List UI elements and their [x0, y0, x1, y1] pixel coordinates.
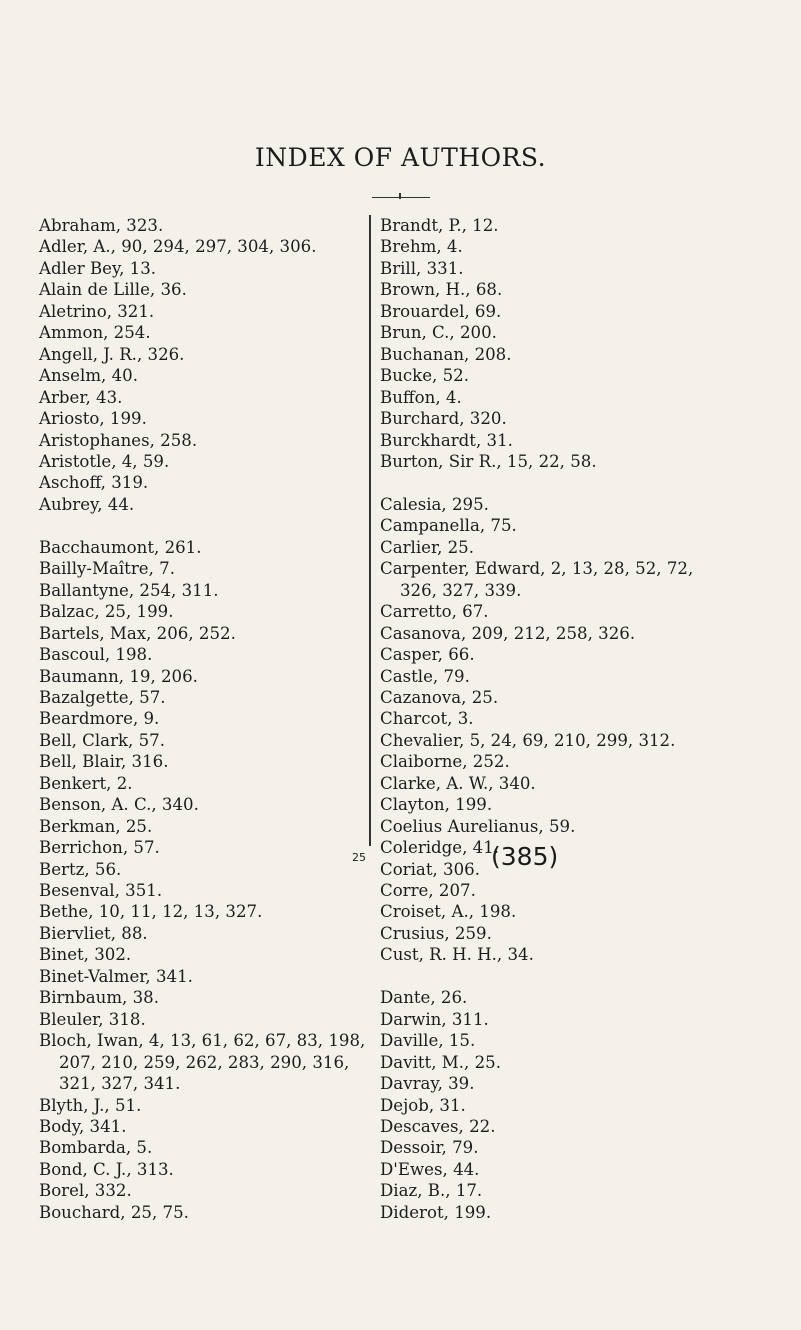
index-entry: Carlier, 25. — [380, 537, 475, 557]
index-entry: Descaves, 22. — [380, 1117, 496, 1136]
index-entry: Brehm, 4. — [380, 237, 463, 257]
index-entry: Bouchard, 25, 75. — [39, 1202, 189, 1222]
index-entry: Bazalgette, 57. — [39, 687, 166, 707]
index-entry: Claiborne, 252. — [380, 752, 510, 772]
index-entry: Bombarda, 5. — [39, 1138, 153, 1158]
index-entry: Binet-Valmer, 341. — [39, 966, 193, 986]
index-entry: Chevalier, 5, 24, 69, 210, 299, 312. — [380, 730, 676, 750]
index-entry: Balzac, 25, 199. — [39, 602, 174, 622]
index-entry: Aristophanes, 258. — [39, 430, 198, 450]
index-entry: Ariosto, 199. — [39, 409, 147, 429]
index-entry: Adler, A., 90, 294, 297, 304, 306. — [39, 237, 317, 257]
index-entry: Clayton, 199. — [380, 795, 493, 815]
index-entry: Corre, 207. — [380, 881, 476, 901]
index-entry: Anselm, 40. — [39, 366, 138, 386]
index-entry: Clarke, A. W., 340. — [380, 773, 536, 793]
index-entry: Berkman, 25. — [39, 816, 153, 836]
index-entry: Carretto, 67. — [380, 602, 489, 622]
index-entry: Dejob, 31. — [380, 1095, 466, 1115]
index-entry: Brouardel, 69. — [380, 301, 502, 321]
index-entry: Ammon, 254. — [39, 323, 151, 343]
index-column-right — [380, 215, 792, 1223]
index-entry: Daville, 15. — [380, 1031, 476, 1051]
index-entry-continuation: 207, 210, 259, 262, 283, 290, 316, — [59, 1052, 350, 1072]
index-entry-continuation: 321, 327, 341. — [59, 1074, 181, 1094]
index-entry: Coelius Aurelianus, 59. — [380, 816, 576, 836]
index-entry: Beardmore, 9. — [39, 709, 160, 729]
index-entry: Diaz, B., 17. — [380, 1181, 483, 1201]
index-entry: Cazanova, 25. — [380, 687, 499, 707]
index-entry: Alain de Lille, 36. — [39, 280, 187, 300]
index-entry: Croiset, A., 198. — [380, 902, 517, 922]
index-entry: Burchard, 320. — [380, 409, 507, 429]
index-entry: Bucke, 52. — [380, 366, 469, 386]
index-entry: Coriat, 306. — [380, 859, 480, 879]
page-title: INDEX OF AUTHORS. — [254, 143, 547, 172]
index-entry: Buffon, 4. — [380, 387, 462, 407]
index-entry: Baumann, 19, 206. — [39, 666, 198, 686]
index-entry: Bleuler, 318. — [39, 1009, 146, 1029]
index-entry: Borel, 332. — [39, 1181, 132, 1201]
index-entry: Body, 341. — [39, 1117, 127, 1137]
index-entry: Adler Bey, 13. — [39, 258, 157, 278]
column-divider — [369, 215, 371, 846]
index-entry: Benson, A. C., 340. — [39, 795, 199, 815]
index-entry: Darwin, 311. — [380, 1009, 489, 1029]
index-entry: Coleridge, 41. — [380, 838, 500, 858]
index-entry: Burton, Sir R., 15, 22, 58. — [380, 451, 597, 471]
index-entry: Aristotle, 4, 59. — [39, 451, 170, 471]
index-entry: Crusius, 259. — [380, 923, 492, 943]
index-entry: Davitt, M., 25. — [380, 1052, 501, 1072]
index-entry: Bell, Blair, 316. — [39, 752, 169, 772]
index-entry: Brun, C., 200. — [380, 323, 497, 343]
index-entry: Brandt, P., 12. — [380, 216, 499, 235]
signature-mark: 25 — [352, 851, 366, 864]
index-entry: Bailly-Maître, 7. — [39, 559, 175, 579]
index-entry: Aubrey, 44. — [39, 494, 135, 514]
title-rule — [372, 197, 430, 198]
index-entry: Buchanan, 208. — [380, 344, 512, 364]
index-entry: Bartels, Max, 206, 252. — [39, 623, 236, 643]
index-entry: Bascoul, 198. — [39, 645, 153, 665]
index-entry: Aschoff, 319. — [39, 473, 149, 493]
index-entry: Charcot, 3. — [380, 709, 474, 729]
index-entry: Abraham, 323. — [39, 216, 164, 235]
index-entry: Davray, 39. — [380, 1074, 475, 1094]
index-entry: Burckhardt, 31. — [380, 430, 513, 450]
index-entry: Carpenter, Edward, 2, 13, 28, 52, 72, — [380, 559, 694, 579]
letter-group-gap — [39, 515, 359, 536]
index-entry: Biervliet, 88. — [39, 923, 148, 943]
index-entry: Blyth, J., 51. — [39, 1095, 142, 1115]
index-entry: Brill, 331. — [380, 258, 464, 278]
index-entry: Calesia, 295. — [380, 494, 489, 514]
index-entry: Angell, J. R., 326. — [39, 344, 185, 364]
index-entry: Campanella, 75. — [380, 516, 517, 536]
index-entry: Ballantyne, 254, 311. — [39, 580, 219, 600]
index-entry: Bond, C. J., 313. — [39, 1159, 174, 1179]
index-entry: D'Ewes, 44. — [380, 1159, 480, 1179]
title-rule-ornament — [399, 193, 401, 199]
index-entry: Arber, 43. — [39, 387, 123, 407]
index-entry: Casper, 66. — [380, 645, 475, 665]
index-entry-continuation: 326, 327, 339. — [400, 580, 522, 600]
index-entry: Benkert, 2. — [39, 773, 133, 793]
index-entry: Dante, 26. — [380, 988, 468, 1008]
index-entry: Birnbaum, 38. — [39, 988, 159, 1008]
index-entry: Bloch, Iwan, 4, 13, 61, 62, 67, 83, 198, — [39, 1031, 366, 1051]
page-number: (385) — [491, 842, 559, 871]
index-entry: Aletrino, 321. — [39, 301, 155, 321]
index-entry: Binet, 302. — [39, 945, 132, 965]
index-entry: Casanova, 209, 212, 258, 326. — [380, 623, 636, 643]
index-column-left — [39, 215, 366, 1223]
index-entry: Dessoir, 79. — [380, 1138, 479, 1158]
index-entry: Berrichon, 57. — [39, 838, 160, 858]
index-entry: Brown, H., 68. — [380, 280, 503, 300]
index-entry: Besenval, 351. — [39, 881, 163, 901]
index-entry: Castle, 79. — [380, 666, 470, 686]
index-entry: Diderot, 199. — [380, 1202, 492, 1222]
letter-group-gap — [380, 966, 792, 987]
index-entry: Bethe, 10, 11, 12, 13, 327. — [39, 902, 263, 922]
index-entry: Bertz, 56. — [39, 859, 122, 879]
index-entry: Bell, Clark, 57. — [39, 730, 166, 750]
index-entry: Bacchaumont, 261. — [39, 537, 202, 557]
letter-group-gap — [380, 472, 792, 493]
index-entry: Cust, R. H. H., 34. — [380, 945, 534, 965]
